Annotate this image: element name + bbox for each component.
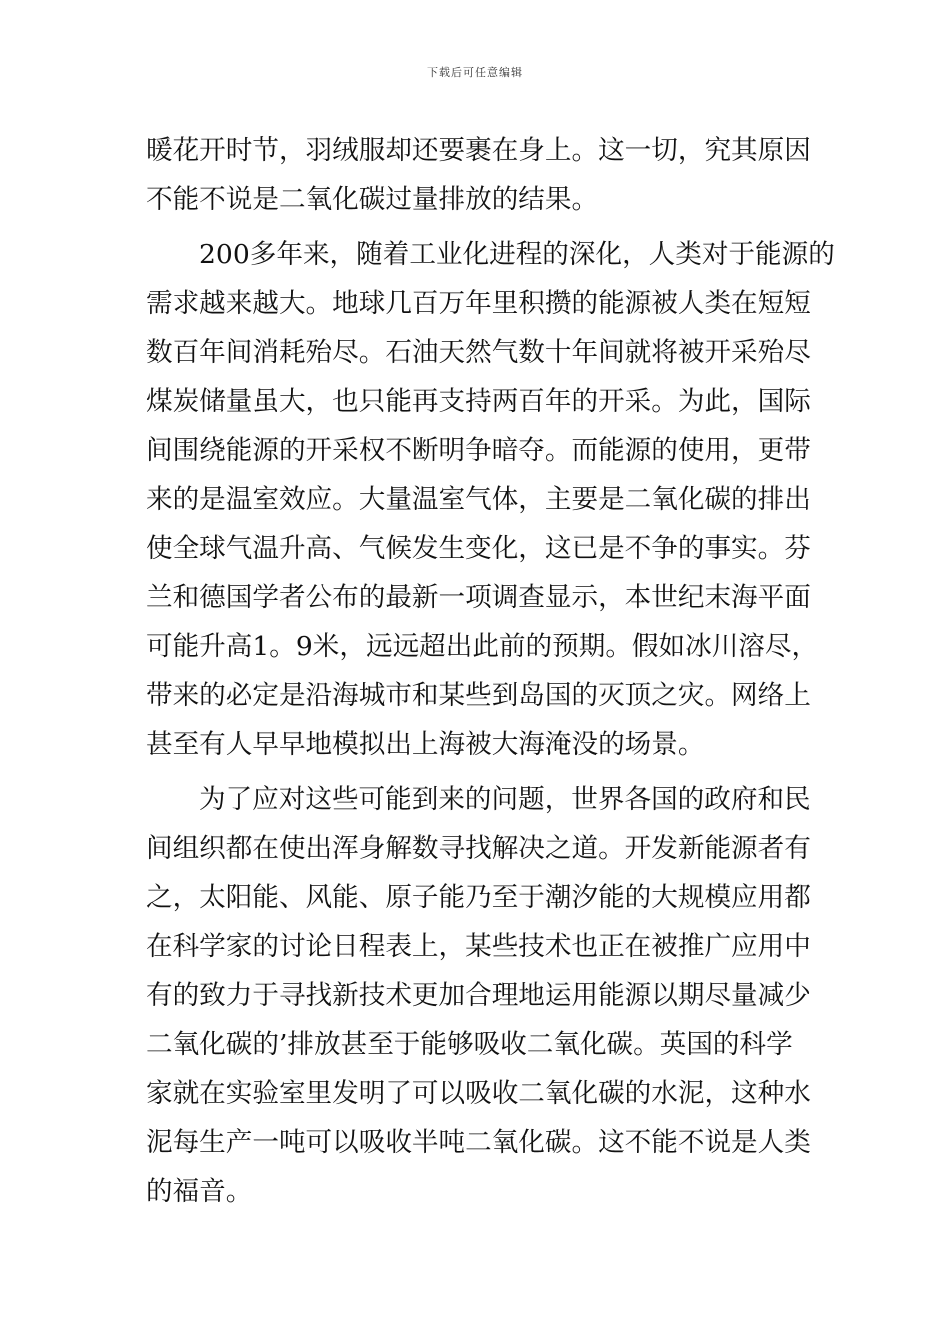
page-header: 下载后可任意编辑 — [427, 66, 523, 79]
text-line: 不能不说是二氧化碳过量排放的结果。 — [146, 184, 599, 215]
text-line: 在科学家的讨论日程表上，某些技术也正在被推广应用中 — [146, 931, 811, 962]
text-line: 甚至有人早早地模拟出上海被大海淹没的场景。 — [146, 729, 705, 760]
text-line: 带来的必定是沿海城市和某些到岛国的灭顶之灾。网络上 — [146, 680, 811, 711]
paragraph-2 — [146, 230, 835, 769]
text-line: 二氧化碳的’排放甚至于能够吸收二氧化碳。英国的科学 — [146, 1029, 793, 1060]
text-line: 兰和德国学者公布的最新一项调查显示，本世纪末海平面 — [146, 582, 811, 613]
document-body — [146, 126, 835, 1216]
text-line: 使全球气温升高、气候发生变化，这已是不争的事实。芬 — [146, 533, 811, 564]
text-line: 的福音。 — [146, 1176, 253, 1207]
text-line: 为了应对这些可能到来的问题，世界各国的政府和民 — [199, 784, 811, 815]
text-line: 暖花开时节，羽绒服却还要裹在身上。这一切，究其原因 — [146, 135, 811, 166]
text-line: 之，太阳能、风能、原子能乃至于潮汐能的大规模应用都 — [146, 882, 811, 913]
text-line: 可能升高1。9米，远远超出此前的预期。假如冰川溶尽， — [146, 631, 819, 662]
text-line: 间围绕能源的开采权不断明争暗夺。而能源的使用，更带 — [146, 435, 811, 466]
text-line: 数百年间消耗殆尽。石油天然气数十年间就将被开采殆尽 — [146, 337, 811, 368]
text-line: 家就在实验室里发明了可以吸收二氧化碳的水泥，这种水 — [146, 1078, 811, 1109]
text-line: 200多年来，随着工业化进程的深化，人类对于能源的 — [199, 239, 835, 270]
text-line: 间组织都在使出浑身解数寻找解决之道。开发新能源者有 — [146, 833, 811, 864]
paragraph-1 — [146, 126, 811, 224]
text-line: 有的致力于寻找新技术更加合理地运用能源以期尽量减少 — [146, 980, 811, 1011]
text-line: 泥每生产一吨可以吸收半吨二氧化碳。这不能不说是人类 — [146, 1127, 811, 1158]
text-line: 需求越来越大。地球几百万年里积攒的能源被人类在短短 — [146, 288, 811, 319]
text-line: 来的是温室效应。大量温室气体，主要是二氧化碳的排出 — [146, 484, 811, 515]
paragraph-3 — [146, 775, 811, 1216]
text-line: 煤炭储量虽大，也只能再支持两百年的开采。为此，国际 — [146, 386, 811, 417]
